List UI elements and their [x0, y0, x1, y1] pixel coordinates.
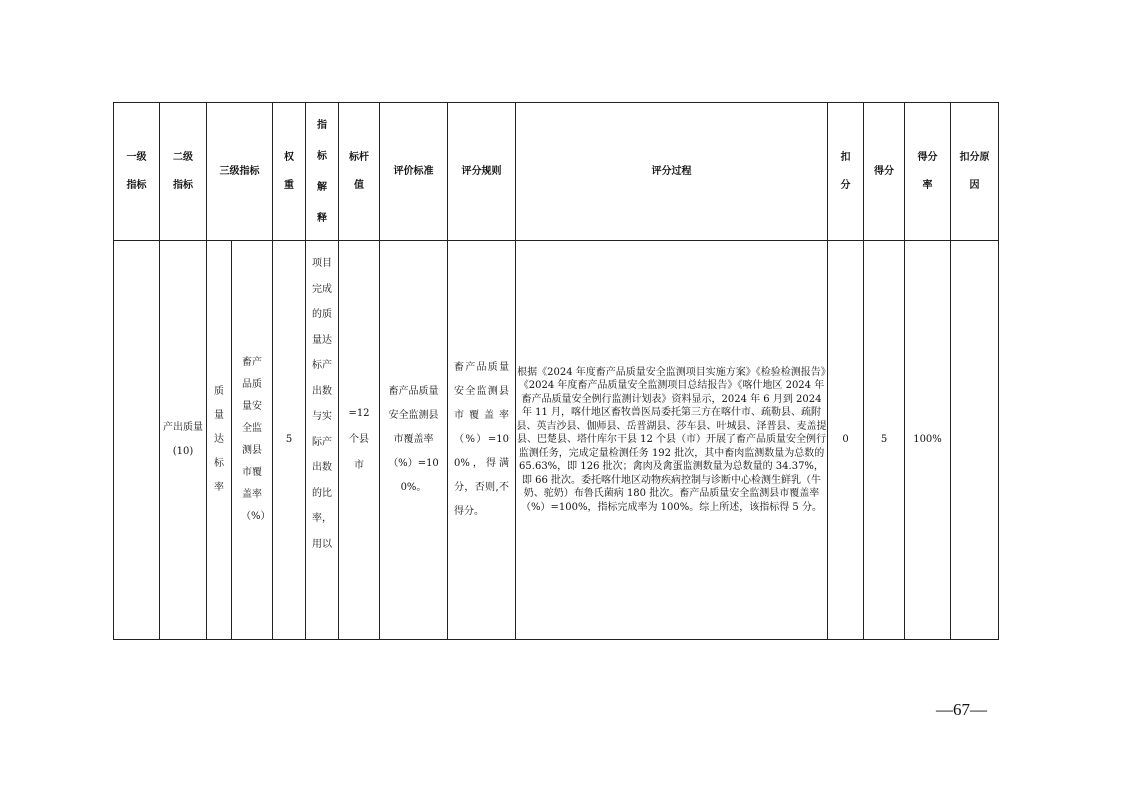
header-reason: 扣分原因: [951, 103, 999, 241]
header-rate: 得分率: [905, 103, 951, 241]
header-score: 得分: [864, 103, 905, 241]
header-deduct: 扣分: [828, 103, 864, 241]
header-benchmark: 标杆值: [339, 103, 380, 241]
cell-standard: 畜产品质量安全监测县市覆盖率（%）=100%。: [380, 241, 448, 640]
header-explain: 指标解释: [306, 103, 339, 241]
cell-weight: 5: [273, 241, 306, 640]
page-number: —67—: [936, 700, 987, 719]
cell-score: 5: [864, 241, 905, 640]
header-rule: 评分规则: [448, 103, 516, 241]
cell-rule: 畜产品质量安全监测县市覆盖率（%）=100%，得满分，否则,不得分。: [448, 241, 516, 640]
header-row: [114, 103, 999, 241]
cell-process: 根据《2024 年度畜产品质量安全监测项目实施方案》《检验检测报告》《2024 年度畜产品质量安全监测项目总结报告》《喀什地区 2024 年畜产品质量安全例行监测计划表》资料显示，2024 年 6 月到 2024 年 11 月，喀什地区畜牧兽医局委托第三方在喀什市、疏勒县、疏附县、英吉沙县、伽师县、岳普湖县、莎车县、叶城县、泽普县、麦盖提县、巴楚县、塔什库尔干县 12 个县（市）开展了畜产品质量安全例行监测任务，完成定量检测任务 192 批次，其中畜肉监测数量为总数的 65.63%，即 126 批次；禽肉及禽蛋监测数量为总数量的 34.37%，即 66 批次。委托喀什地区动物疾病控制与诊断中心检测生鲜乳（牛奶、驼奶）布鲁氏菌病 180 批次。畜产品质量安全监测县市覆盖率（%）=100%，指标完成率为 100%。综上所述，该指标得 5 分。: [516, 241, 828, 640]
header-level2: 二级指标: [160, 103, 207, 241]
cell-reason: [951, 241, 999, 640]
cell-level2: 产出质量(10): [160, 241, 207, 640]
header-standard: 评价标准: [380, 103, 448, 241]
header-process: 评分过程: [516, 103, 828, 241]
table-row: [114, 241, 999, 640]
cell-benchmark: =12个县市: [339, 241, 380, 640]
cell-level3-a: 质量达标率: [207, 241, 232, 640]
cell-level3-b: 畜产品质量安全监测县市覆盖率（%）: [232, 241, 273, 640]
header-level1: 一级指标: [114, 103, 160, 241]
header-weight: 权重: [273, 103, 306, 241]
cell-rate: 100%: [905, 241, 951, 640]
cell-explain: 项目完成的质量达标产出数与实际产出数的比率，用以: [306, 241, 339, 640]
evaluation-table: [113, 102, 999, 640]
header-level3: 三级指标: [207, 103, 273, 241]
cell-level1: [114, 241, 160, 640]
cell-deduct: 0: [828, 241, 864, 640]
